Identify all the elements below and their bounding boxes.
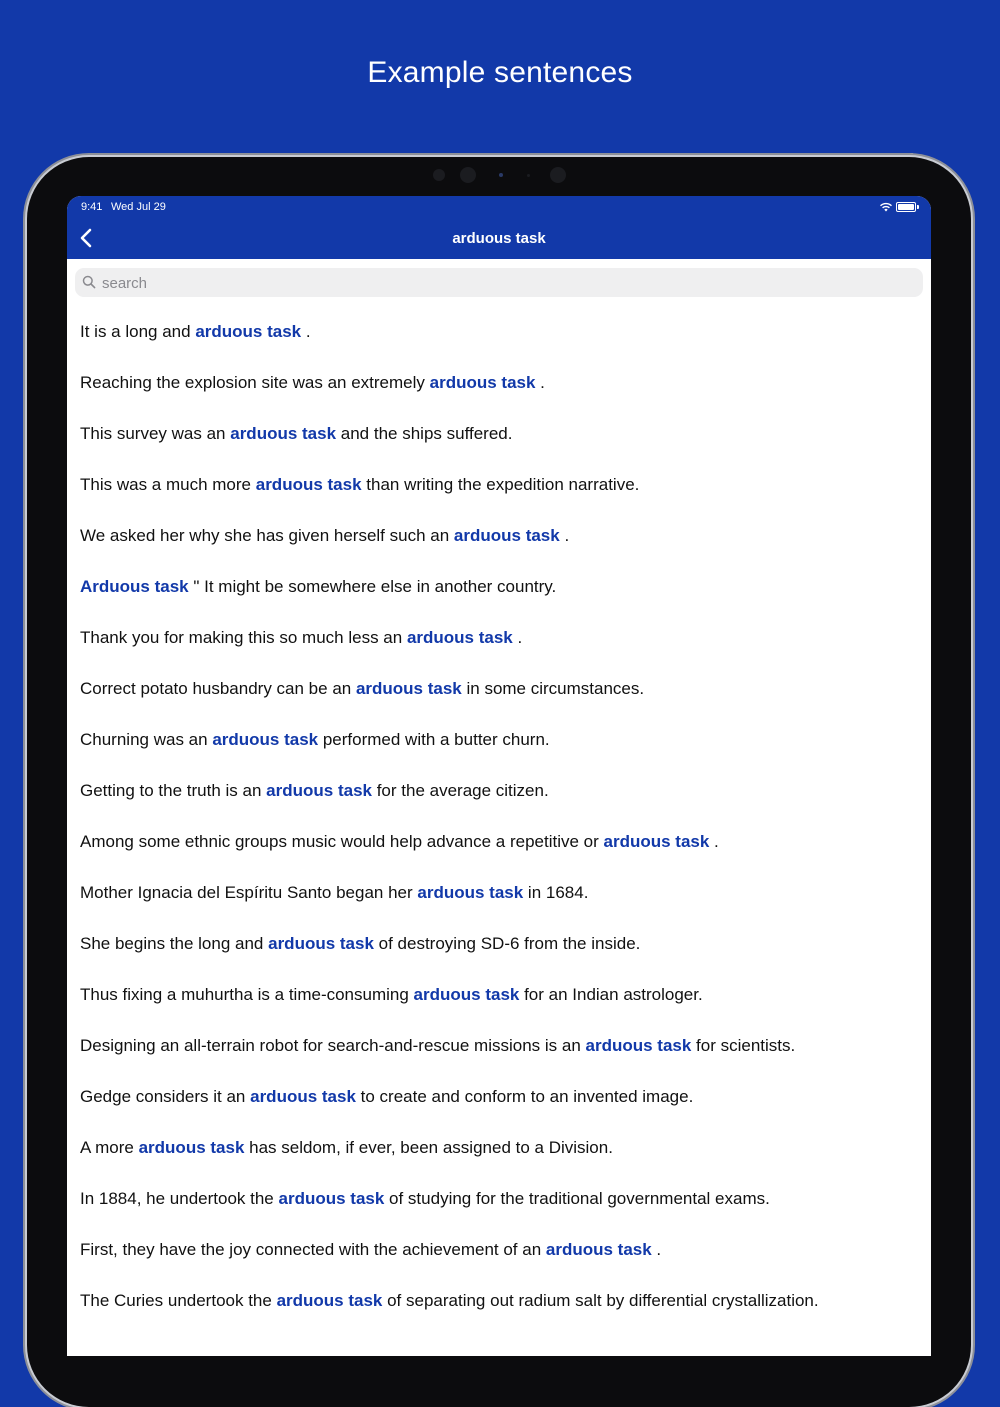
list-item[interactable] (80, 1285, 920, 1336)
sentence-text: Reaching the explosion site was an extremely (80, 373, 430, 392)
highlighted-term: arduous task (355, 679, 462, 698)
highlighted-term: arduous task (406, 628, 513, 647)
sentence-text: We asked her why she has given herself such an (80, 526, 454, 545)
sentence-text: Gedge considers it an (80, 1087, 251, 1106)
highlighted-term: arduous task (429, 373, 536, 392)
list-item[interactable] (80, 316, 920, 367)
list-item[interactable] (80, 622, 920, 673)
list-item[interactable] (80, 775, 920, 826)
list-item[interactable] (80, 673, 920, 724)
sentence-text: for the average citizen. (371, 781, 549, 800)
highlighted-term: arduous task (255, 475, 362, 494)
sensor-dot (433, 169, 445, 181)
sensor-dot (550, 167, 566, 183)
sentence-text: has seldom, if ever, been assigned to a Division. (244, 1138, 613, 1157)
highlighted-term: arduous task (268, 934, 374, 953)
sentence-text: for scientists. (691, 1036, 796, 1055)
promo-title: Example sentences (367, 56, 633, 89)
sentence-text: First, they have the joy connected with the achievement of an (80, 1240, 546, 1259)
battery-icon (896, 202, 916, 212)
list-item[interactable] (80, 1081, 920, 1132)
status-date: Wed Jul 29 (111, 201, 166, 213)
navigation-bar (67, 196, 931, 259)
sentence-text: . (301, 322, 311, 341)
app-screen (67, 196, 931, 1356)
sentence-text: . (559, 526, 570, 545)
sentence-text: in 1684. (523, 883, 589, 902)
highlighted-term: arduous task (545, 1240, 652, 1259)
sentence-text: and the ships suffered. (336, 424, 513, 443)
list-item[interactable] (80, 469, 920, 520)
sentence-text: She begins the long and (80, 934, 269, 953)
list-item[interactable] (80, 928, 920, 979)
sentence-list (80, 316, 920, 1336)
sentence-text: Thank you for making this so much less an (80, 628, 407, 647)
list-item[interactable] (80, 1132, 920, 1183)
sentence-text: Among some ethnic groups music would help advance a repetitive or (80, 832, 604, 851)
page-title: arduous task (452, 230, 546, 247)
highlighted-term: Arduous task (80, 577, 189, 596)
list-item[interactable] (80, 1030, 920, 1081)
sentence-text: . (651, 1240, 662, 1259)
sentence-text: performed with a butter churn. (318, 730, 550, 749)
front-camera (460, 167, 476, 183)
highlighted-term: arduous task (603, 832, 710, 851)
highlighted-term: arduous task (195, 322, 302, 341)
highlighted-term: arduous task (276, 1291, 383, 1310)
highlighted-term: arduous task (266, 781, 372, 800)
highlighted-term: arduous task (413, 985, 520, 1004)
sentence-text: of destroying SD-6 from the inside. (373, 934, 641, 953)
list-item[interactable] (80, 571, 920, 622)
list-item[interactable] (80, 826, 920, 877)
sentence-text: Mother Ignacia del Espíritu Santo began her (80, 883, 418, 902)
highlighted-term: arduous task (453, 526, 560, 545)
search-bar[interactable] (75, 268, 923, 297)
sentence-text: to create and conform to an invented image. (355, 1087, 694, 1106)
sensor-dot (499, 173, 503, 177)
sentence-text: It is a long and (80, 322, 196, 341)
highlighted-term: arduous task (417, 883, 524, 902)
sentence-text: . (535, 373, 545, 392)
wifi-icon (879, 202, 893, 212)
sentence-text: In 1884, he undertook the (80, 1189, 279, 1208)
list-item[interactable] (80, 520, 920, 571)
list-item[interactable] (80, 979, 920, 1030)
sentence-text: of separating out radium salt by differential crystallization. (382, 1291, 819, 1310)
list-item[interactable] (80, 877, 920, 928)
highlighted-term: arduous task (585, 1036, 692, 1055)
list-item[interactable] (80, 724, 920, 775)
search-input[interactable] (100, 268, 904, 299)
highlighted-term: arduous task (138, 1138, 245, 1157)
highlighted-term: arduous task (230, 424, 337, 443)
sensor-dot (527, 174, 530, 177)
highlighted-term: arduous task (250, 1087, 356, 1106)
search-icon (82, 275, 96, 289)
sentence-text: The Curies undertook the (80, 1291, 277, 1310)
sentence-text: than writing the expedition narrative. (361, 475, 640, 494)
sentence-text: A more (80, 1138, 139, 1157)
list-item[interactable] (80, 1234, 920, 1285)
sentence-text: Getting to the truth is an (80, 781, 267, 800)
sentence-text: . (709, 832, 719, 851)
list-item[interactable] (80, 367, 920, 418)
sentence-text: for an Indian astrologer. (519, 985, 703, 1004)
sentence-text: Correct potato husbandry can be an (80, 679, 356, 698)
highlighted-term: arduous task (278, 1189, 385, 1208)
list-item[interactable] (80, 418, 920, 469)
status-time: 9:41 (81, 201, 103, 213)
sentence-text: Churning was an (80, 730, 213, 749)
sentence-text: This survey was an (80, 424, 231, 443)
sentence-text: of studying for the traditional governmental exams. (384, 1189, 770, 1208)
sentence-text: in some circumstances. (461, 679, 645, 698)
list-item[interactable] (80, 1183, 920, 1234)
highlighted-term: arduous task (212, 730, 319, 749)
sentence-text: Designing an all-terrain robot for search-and-rescue missions is an (80, 1036, 586, 1055)
sentence-text: " It might be somewhere else in another country. (188, 577, 557, 596)
sentence-text: Thus fixing a muhurtha is a time-consuming (80, 985, 414, 1004)
sentence-text: . (512, 628, 523, 647)
sentence-text: This was a much more (80, 475, 256, 494)
